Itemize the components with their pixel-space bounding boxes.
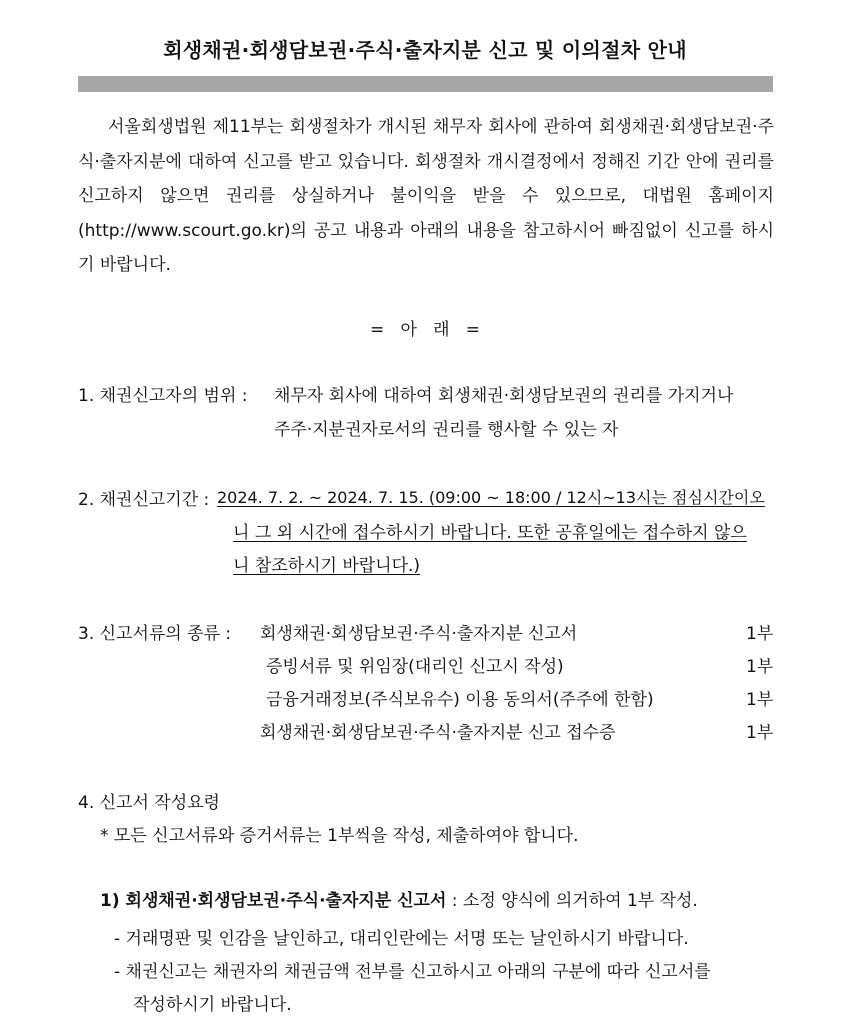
section-2-line3: 니 참조하시기 바랍니다.)	[233, 556, 421, 576]
document-item-name: 회생채권·회생담보권·주식·출자지분 신고서	[260, 624, 578, 644]
bullet-2-line1: - 채권신고는 채권자의 채권금액 전부를 신고하시고 아래의 구분에 따라 신고서를	[114, 962, 711, 982]
document-item-name: 금융거래정보(주식보유수) 이용 동의서(주주에 한함)	[266, 690, 654, 710]
section-2-label: 2. 채권신고기간 :	[78, 490, 210, 510]
document-item-qty: 1부	[746, 657, 774, 677]
document-item-qty: 1부	[746, 624, 774, 644]
intro-paragraph: 서울회생법원 제11부는 회생절차가 개시된 채무자 회사에 관하여 회생채권·회생담보권·주식·출자지분에 대하여 신고를 받고 있습니다. 회생절차 개시결정에서 정해진 기간 안에 권리를 신고하지 않으면 권리를 상실하거나 불이익을 받을 수 있으므로, 대법원 홈페이지(http://www.scourt.go.kr)의 공고 내용과 아래의 내용을 참고하시어 빠짐없이 신고를 하시기 바랍니다.	[78, 117, 774, 275]
section-2-line1: 2024. 7. 2. ~ 2024. 7. 15. (09:00 ~ 18:00 / 12시~13시는 점심시간이오	[217, 488, 765, 507]
bullet-1: - 거래명판 및 인감을 날인하고, 대리인란에는 서명 또는 날인하시기 바랍니다.	[114, 929, 689, 949]
document-item-name: 회생채권·회생담보권·주식·출자지분 신고 접수증	[260, 723, 616, 743]
document-item-qty: 1부	[746, 690, 774, 710]
page-title: 회생채권·회생담보권·주식·출자지분 신고 및 이의절차 안내	[163, 38, 687, 62]
section-1-line1: 채무자 회사에 대하여 회생채권·회생담보권의 권리를 가지거나	[274, 386, 734, 406]
subsection-1-heading	[100, 886, 698, 911]
bullet-2-line2: 작성하시기 바랍니다.	[133, 995, 292, 1015]
section-1-label: 1. 채권신고자의 범위 :	[78, 386, 248, 406]
document-item-name: 증빙서류 및 위임장(대리인 신고시 작성)	[266, 657, 564, 677]
section-1-line2: 주주·지분권자로서의 권리를 행사할 수 있는 자	[274, 420, 619, 440]
subsection-1-desc: : 소정 양식에 의거하여 1부 작성.	[446, 891, 698, 911]
subsection-1-title: 1) 회생채권·회생담보권·주식·출자지분 신고서	[100, 891, 447, 911]
title-divider	[78, 76, 773, 92]
section-4-note: * 모든 신고서류와 증거서류는 1부씩을 작성, 제출하여야 합니다.	[100, 826, 579, 846]
section-2-line2: 니 그 외 시간에 접수하시기 바랍니다. 또한 공휴일에는 접수하지 않으	[233, 523, 747, 543]
document-item-qty: 1부	[746, 723, 774, 743]
separator-heading: = 아 래 =	[370, 320, 480, 340]
section-4-label: 4. 신고서 작성요령	[78, 793, 220, 813]
section-3-label: 3. 신고서류의 종류 :	[78, 624, 232, 644]
